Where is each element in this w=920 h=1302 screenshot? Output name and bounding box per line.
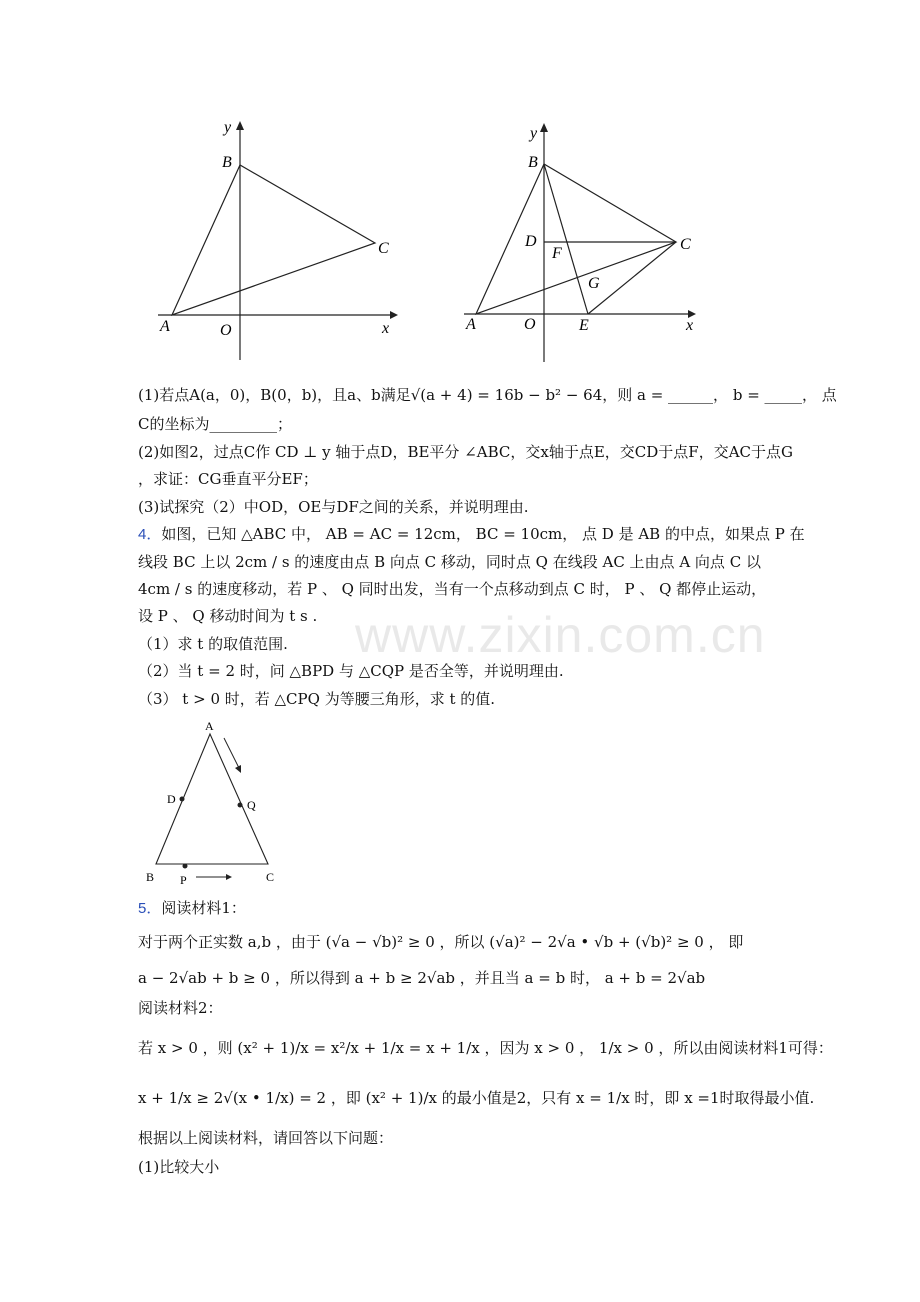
p4-line4: 设 P 、 Q 移动时间为 t s . xyxy=(138,607,318,625)
y-axis-arrow xyxy=(540,123,548,132)
label-x: x xyxy=(382,320,390,337)
point-q xyxy=(238,803,243,808)
p5-q1: (1)比较大小 xyxy=(138,1158,220,1176)
label-y: y xyxy=(224,119,232,136)
label-o: O xyxy=(220,322,232,339)
label-a: A xyxy=(205,719,214,733)
p4-q1: （1）求 t 的取值范围. xyxy=(138,635,288,653)
label-x: x xyxy=(686,317,694,334)
point-p xyxy=(183,864,188,869)
label-p: P xyxy=(180,873,187,887)
p5-m1-line1: 对于两个正实数 a,b ，由于 (√a − √b)² ≥ 0 ，所以 (√a)² − 2√a • √b + (√b)² ≥ 0 ， 即 xyxy=(138,933,744,951)
triangle-abc xyxy=(476,164,676,314)
p4-line1 xyxy=(138,524,888,545)
p5-prompt: 根据以上阅读材料，请回答以下问题： xyxy=(138,1129,394,1147)
label-o: O xyxy=(524,316,536,333)
triangle-abc xyxy=(172,165,375,315)
label-a: A xyxy=(466,316,476,333)
label-c: C xyxy=(378,240,389,257)
label-y: y xyxy=(530,125,538,142)
label-c: C xyxy=(266,870,275,884)
p5-title1-line xyxy=(138,898,888,919)
label-f: F xyxy=(552,245,562,262)
label-b: B xyxy=(222,154,232,171)
p5-m1-line2: a − 2√ab + b ≥ 0 ，所以得到 a + b ≥ 2√ab ，并且当 a = b 时， a + b = 2√ab xyxy=(138,969,706,987)
label-d: D xyxy=(525,233,537,250)
p4-q2: （2）当 t = 2 时，问 △BPD 与 △CQP 是否全等，并说明理由. xyxy=(138,662,564,680)
arrow-a-to-c xyxy=(224,738,239,768)
p3-part2-line1: (2)如图2，过点C作 CD ⊥ y 轴于点D，BE平分 ∠ABC，交x轴于点E，交CD于点F，交AC于点G xyxy=(138,443,793,461)
figure-isosceles-triangle xyxy=(140,716,290,888)
label-g: G xyxy=(588,275,600,292)
p4-line3: 4cm / s 的速度移动，若 P 、 Q 同时出发，当有一个点移动到点 C 时， P 、 Q 都停止运动， xyxy=(138,580,767,598)
p5-number: 5． xyxy=(138,900,162,917)
p5-title2: 阅读材料2： xyxy=(138,999,223,1017)
p5-m2-line2: x + 1/x ≥ 2√(x • 1/x) = 2 ，即 (x² + 1)/x 的最小值是2，只有 x = 1/x 时，即 x =1时取得最小值. xyxy=(138,1089,815,1107)
p5-title1: 阅读材料1： xyxy=(161,899,246,917)
p4-q3: （3） t > 0 时，若 △CPQ 为等腰三角形，求 t 的值. xyxy=(138,690,496,708)
segment-ec xyxy=(588,242,676,314)
p3-part1-line2: C的坐标为_________； xyxy=(138,415,292,433)
figure-1-coordinate-triangle xyxy=(150,110,410,370)
p4-number: 4． xyxy=(138,526,162,543)
p4-line1-text: 如图，已知 △ABC 中， AB = AC = 12cm， BC = 10cm， 点 D 是 AB 的中点，如果点 P 在 xyxy=(161,525,805,543)
label-e: E xyxy=(579,317,589,334)
arrow-b-to-c-head xyxy=(226,874,232,880)
label-b: B xyxy=(528,154,538,171)
label-q: Q xyxy=(247,798,256,812)
p4-line2: 线段 BC 上以 2cm / s 的速度由点 B 向点 C 移动，同时点 Q 在线段 AC 上由点 A 向点 C 以 xyxy=(138,553,761,571)
figure-2-coordinate-construction xyxy=(458,112,708,372)
point-d xyxy=(180,797,185,802)
y-axis-arrow xyxy=(236,121,244,130)
label-c: C xyxy=(680,236,691,253)
label-a: A xyxy=(160,318,170,335)
p3-part1-line1: (1)若点A(a，0)，B(0，b)，且a、b满足√(a + 4) = 16b − b² − 64，则 a = ______， b = _____， 点 xyxy=(138,386,837,404)
watermark-text: www.zixin.com.cn xyxy=(355,607,766,663)
p3-part3: (3)试探究（2）中OD，OE与DF之间的关系，并说明理由. xyxy=(138,498,529,516)
x-axis-arrow xyxy=(390,311,398,319)
p5-m2-line1: 若 x > 0 ，则 (x² + 1)/x = x²/x + 1/x = x + 1/x ，因为 x > 0 ， 1/x > 0 ，所以由阅读材料1可得： xyxy=(138,1039,833,1057)
p3-part2-line2: ，求证：CG垂直平分EF； xyxy=(138,470,318,488)
label-b: B xyxy=(146,870,155,884)
label-d: D xyxy=(167,792,176,806)
